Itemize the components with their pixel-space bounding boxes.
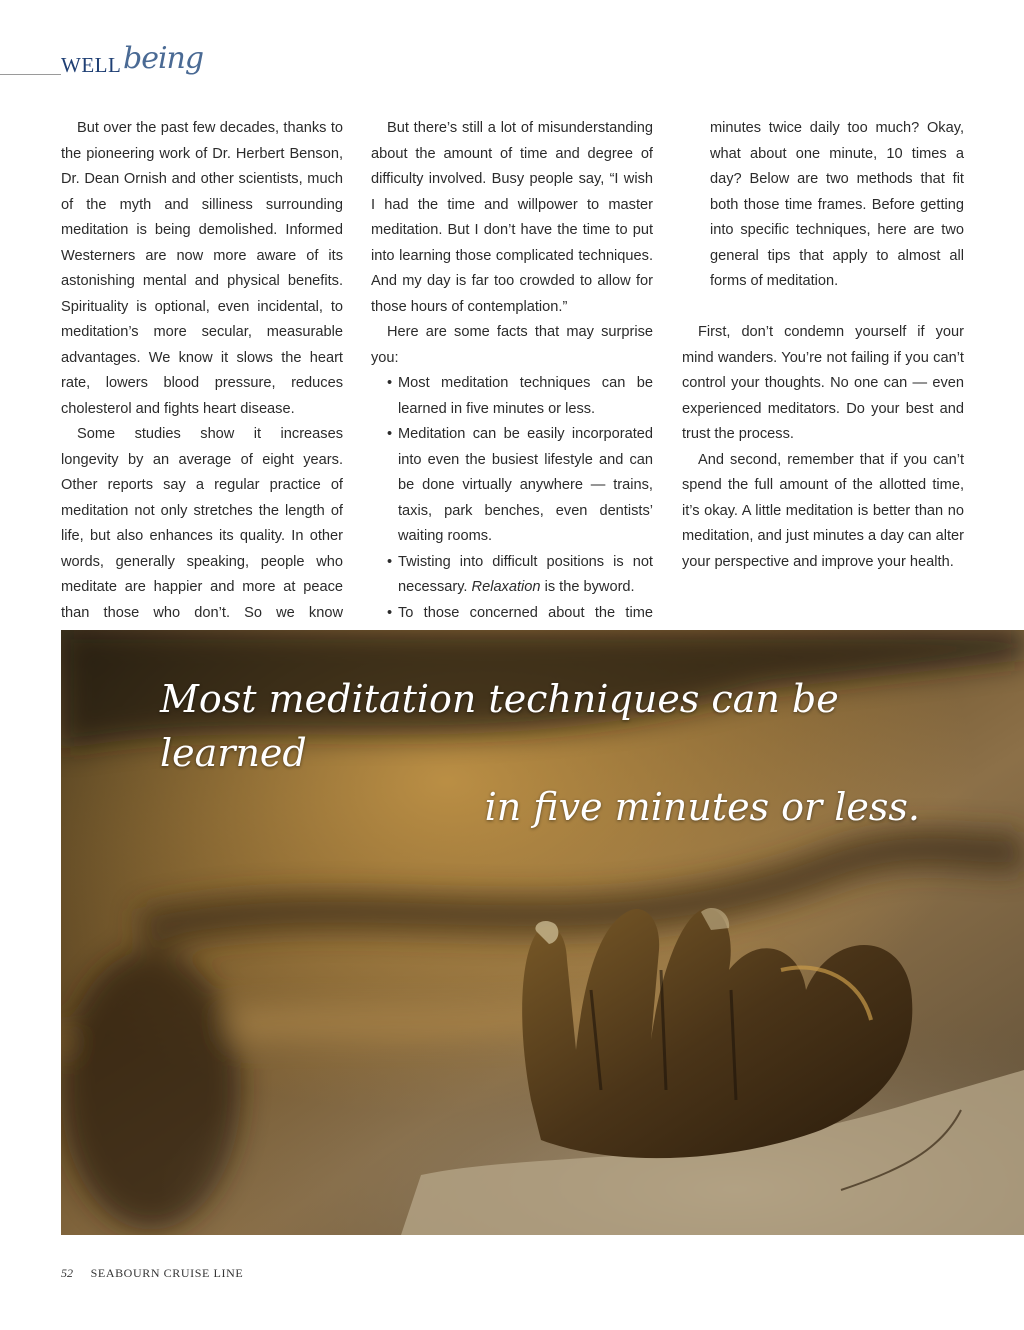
article-column-1: [61, 116, 343, 652]
list-item-text: is the byword.: [540, 579, 635, 595]
paragraph: First, don’t condemn yourself if your mind wanders. You’re not failing if you can’t control your thoughts. No one can — even experienced meditators. Do your best and trust the process.: [682, 324, 964, 442]
paragraph: But there’s still a lot of misunderstanding about the amount of time and degree of difficulty involved. Busy people say, “I wish I had the time and willpower to master meditation. But I don’t have the time to put into learning those complicated techniques. And my day is far too crowded to allow for those hours of contemplation.”: [371, 120, 653, 315]
paragraph: minutes twice daily too much? Okay, what about one minute, 10 times a day? Below are two methods that fit both those time frames. Before getting into specific techniques, here are two general tips that apply to almost all forms of meditation.: [710, 120, 964, 289]
section-title-being: being: [122, 41, 207, 76]
emphasis-text: Relaxation: [471, 579, 541, 595]
publication-name: SEABOURN CRUISE LINE: [90, 1266, 244, 1280]
pull-quote-line: in five minutes or less.: [484, 785, 920, 829]
list-item: • Most meditation techniques can be learned in five minutes or less.: [387, 371, 653, 422]
page-number: 52: [61, 1266, 73, 1280]
section-title-well: WELL: [61, 53, 122, 77]
list-item: [387, 550, 653, 601]
list-item-text: Twisting into difficult positions is not necessary.: [398, 553, 653, 595]
paragraph: But over the past few decades, thanks to the pioneering work of Dr. Herbert Benson, Dr. Dean Ornish and other scientists, much of the myth and silliness surrounding meditation is being demolished. Informed Westerners are now more aware of its astonishing mental and physical benefits. Spirituality is optional, even incidental, to meditation’s more secular, measurable advantages. We know it slows the heart rate, lowers blood pressure, reduces cholesterol and fights heart disease.: [61, 120, 343, 417]
facts-list: [371, 371, 653, 652]
pull-quote-line: Most meditation techniques can be learned: [160, 677, 839, 775]
list-item: • Meditation can be easily incorporated into even the busiest lifestyle and can be done virtually anywhere — trains, taxis, park benches, even dentists’ waiting rooms.: [387, 422, 653, 550]
paragraph: And second, remember that if you can’t spend the full amount of the allotted time, it’s okay. A little meditation is better than no meditation, and just minutes a day can alter your perspective and improve your health.: [682, 451, 964, 570]
paragraph: Some studies show it increases longevity by an average of eight years. Other reports say a regular practice of meditation not only stretches the length of life, but also enhances its quality. In other words, generally speaking, people who meditate are happier and more at peace than those who don’t. So we know: [61, 426, 343, 621]
section-header: [0, 40, 210, 90]
page-footer: [61, 1266, 243, 1281]
list-item: • To those concerned about the time: [387, 601, 653, 652]
paragraph: Here are some facts that may surprise you:: [371, 324, 653, 366]
article-column-3: [682, 116, 964, 575]
pull-quote: [100, 672, 920, 834]
article-column-2: [371, 116, 653, 652]
